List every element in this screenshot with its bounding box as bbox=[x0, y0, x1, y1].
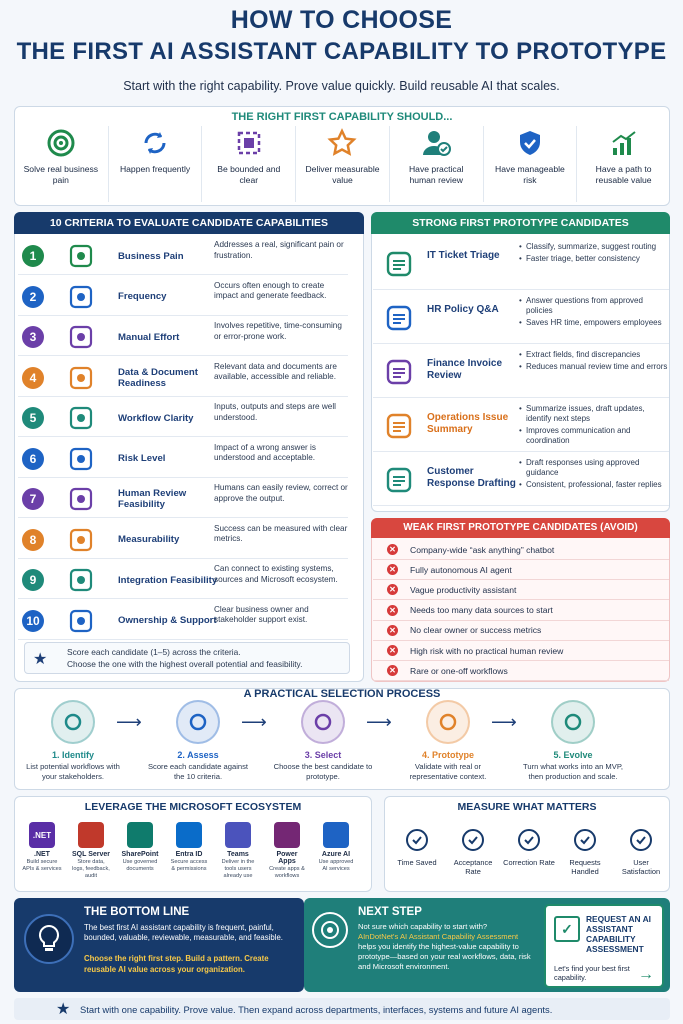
should-item-label: Have practical human review bbox=[408, 164, 464, 185]
ecosystem-description: Secure access & permissions bbox=[170, 859, 208, 872]
ecosystem-logo-icon bbox=[78, 822, 104, 848]
arrow-right-icon: → bbox=[638, 966, 654, 983]
x-circle-icon: ✕ bbox=[387, 605, 398, 616]
candidate-point: • Extract fields, find discrepancies bbox=[519, 350, 669, 360]
ecosystem-item bbox=[218, 822, 258, 880]
measure-label: Requests Handled bbox=[569, 858, 601, 876]
criteria-icon bbox=[68, 608, 94, 634]
weak-candidate-row bbox=[373, 540, 669, 560]
criteria-description: Occurs often enough to create impact and generate feedback. bbox=[214, 280, 327, 300]
measure-label: Acceptance Rate bbox=[453, 858, 493, 876]
candidate-point: • Reduces manual review time and errors bbox=[519, 362, 669, 372]
ecosystem-label: .NET bbox=[34, 851, 50, 858]
candidate-name: IT Ticket Triage bbox=[427, 250, 500, 261]
criteria-icon bbox=[68, 365, 94, 391]
ecosystem-item bbox=[316, 822, 356, 873]
criteria-icon bbox=[68, 243, 94, 269]
measure-label: Time Saved bbox=[397, 858, 437, 867]
x-circle-icon: ✕ bbox=[387, 544, 398, 555]
page-subtitle: Start with the right capability. Prove value quickly. Build reusable AI that scales. bbox=[123, 79, 560, 93]
process-step-title: 3. Select bbox=[304, 750, 342, 760]
shield-icon bbox=[484, 126, 577, 160]
ecosystem-heading: LEVERAGE THE MICROSOFT ECOSYSTEM bbox=[84, 801, 302, 813]
process-step bbox=[518, 700, 628, 781]
ecosystem-label: Entra ID bbox=[175, 851, 203, 858]
bottom-line-highlight: Choose the right first step. Build a pattern. Create reusable AI value across your organization. bbox=[84, 954, 269, 974]
weak-candidate-label: Rare or one-off workflows bbox=[410, 665, 508, 676]
x-circle-icon: ✕ bbox=[387, 665, 398, 676]
criteria-description: Impact of a wrong answer is understood and acceptable. bbox=[214, 442, 316, 462]
process-step-title: 4. Prototype bbox=[421, 750, 474, 760]
operations-gear-icon bbox=[383, 410, 415, 442]
criteria-name: Data & Document Readiness bbox=[118, 366, 198, 389]
people-book-icon bbox=[383, 302, 415, 334]
criteria-icon bbox=[68, 324, 94, 350]
measure-label: User Satisfaction bbox=[621, 858, 661, 876]
headset-icon bbox=[383, 248, 415, 280]
ecosystem-description: Build secure APIs & services bbox=[22, 859, 62, 872]
refresh-icon bbox=[109, 126, 202, 160]
target-icon bbox=[312, 912, 348, 948]
bar-chart-icon bbox=[558, 826, 612, 854]
strong-candidate-row bbox=[373, 454, 669, 506]
score-note-line-2: Choose the one with the highest overall potential and feasibility. bbox=[67, 659, 303, 669]
ecosystem-logo-icon bbox=[176, 822, 202, 848]
calendar-check-icon: ✓ bbox=[554, 916, 580, 942]
criteria-icon bbox=[68, 527, 94, 553]
criteria-name: Frequency bbox=[118, 291, 167, 302]
measure-item bbox=[446, 826, 500, 876]
users-icon bbox=[614, 826, 668, 854]
request-assessment-button[interactable] bbox=[544, 904, 664, 988]
page-title-2: THE FIRST AI ASSISTANT CAPABILITY TO PROTOTYPE bbox=[16, 38, 667, 65]
cta-subtext: Let's find your best first capability. bbox=[554, 964, 630, 982]
invoice-icon bbox=[383, 356, 415, 388]
pencil-icon bbox=[502, 826, 556, 854]
criteria-name: Human Review Feasibility bbox=[118, 488, 187, 510]
ecosystem-label: SharePoint bbox=[121, 851, 159, 858]
process-step bbox=[393, 700, 503, 781]
should-item-label: Solve real business pain bbox=[23, 164, 99, 185]
process-step-description: Score each candidate against the 10 criteria. bbox=[147, 762, 249, 781]
criteria-number: 4 bbox=[22, 367, 44, 389]
arrow-right-icon: ⟶ bbox=[116, 712, 142, 732]
candidate-point: • Summarize issues, draft updates, identify next steps bbox=[519, 404, 669, 424]
criteria-number: 9 bbox=[22, 569, 44, 591]
should-item-label: Deliver measurable value bbox=[305, 164, 380, 185]
candidate-name: Customer Response Drafting bbox=[427, 466, 516, 489]
candidate-name: HR Policy Q&A bbox=[427, 304, 499, 315]
criteria-description: Can connect to existing systems, sources and Microsoft ecosystem. bbox=[214, 564, 338, 584]
x-circle-icon: ✕ bbox=[387, 584, 398, 595]
clock-icon bbox=[390, 826, 444, 854]
strong-candidate-row bbox=[373, 346, 669, 398]
next-step-text bbox=[358, 922, 538, 972]
ecosystem-label: Azure AI bbox=[321, 851, 351, 858]
process-step-icon bbox=[301, 700, 345, 744]
weak-candidate-row bbox=[373, 560, 669, 580]
candidate-point: • Answer questions from approved policies bbox=[519, 296, 669, 316]
criteria-name: Measurability bbox=[118, 534, 180, 545]
process-step-title: 1. Identify bbox=[51, 750, 94, 760]
weak-candidate-label: Vague productivity assistant bbox=[410, 584, 517, 595]
criteria-row bbox=[18, 521, 348, 559]
next-step-description: helps you identify the highest-value capability to prototype—based on your real workflows, data, risk and Microsoft environment. bbox=[358, 942, 531, 971]
ecosystem-label: SQL Server bbox=[71, 851, 110, 858]
should-item bbox=[14, 126, 108, 202]
process-step-title: 2. Assess bbox=[177, 750, 219, 760]
candidate-point: • Faster triage, better consistency bbox=[519, 254, 669, 264]
criteria-icon bbox=[68, 567, 94, 593]
measure-item bbox=[390, 826, 444, 867]
process-step bbox=[143, 700, 253, 781]
candidate-point: • Draft responses using approved guidance bbox=[519, 458, 669, 478]
candidate-point: • Saves HR time, empowers employees bbox=[519, 318, 669, 328]
criteria-name: Risk Level bbox=[118, 453, 166, 464]
criteria-description: Relevant data and documents are available, accessible and reliable. bbox=[214, 361, 337, 381]
weak-heading: WEAK FIRST PROTOTYPE CANDIDATES (AVOID) bbox=[371, 518, 670, 538]
footer-text: Start with one capability. Prove value. Then expand across departments, interfaces, systems and future AI agents. bbox=[80, 1004, 553, 1015]
process-step bbox=[268, 700, 378, 781]
lightbulb-icon bbox=[24, 914, 74, 964]
ecosystem-item bbox=[71, 822, 111, 880]
criteria-icon bbox=[68, 486, 94, 512]
strong-candidate-row bbox=[373, 238, 669, 290]
criteria-heading: 10 CRITERIA TO EVALUATE CANDIDATE CAPABILITIES bbox=[14, 212, 364, 234]
page-title: HOW TO CHOOSE bbox=[230, 6, 453, 34]
strong-candidate-row bbox=[373, 292, 669, 344]
strong-candidate-row bbox=[373, 400, 669, 452]
should-item bbox=[576, 126, 670, 202]
strong-heading: STRONG FIRST PROTOTYPE CANDIDATES bbox=[371, 212, 670, 234]
star-icon: ★ bbox=[33, 651, 48, 668]
criteria-name: Integration Feasibility bbox=[118, 574, 218, 586]
should-item bbox=[389, 126, 483, 202]
criteria-description: Humans can easily review, correct or approve the output. bbox=[214, 483, 348, 503]
weak-candidate-row bbox=[373, 580, 669, 600]
ecosystem-description: Use approved AI services bbox=[318, 859, 354, 872]
ecosystem-label: Teams bbox=[227, 851, 249, 858]
star-icon bbox=[296, 126, 389, 160]
weak-candidate-label: No clear owner or success metrics bbox=[410, 625, 542, 636]
process-step-description: Choose the best candidate to prototype. bbox=[273, 762, 373, 781]
process-step-description: Turn what works into an MVP, then production and scale. bbox=[522, 762, 624, 781]
ecosystem-logo-icon bbox=[225, 822, 251, 848]
criteria-icon bbox=[68, 446, 94, 472]
candidate-point: • Classify, summarize, suggest routing bbox=[519, 242, 669, 252]
ecosystem-logo-icon bbox=[274, 822, 300, 848]
bottom-line-text: The best first AI assistant capability is frequent, painful, bounded, valuable, reviewable, measurable, and feasible. bbox=[84, 923, 283, 942]
criteria-icon bbox=[68, 405, 94, 431]
criteria-row bbox=[18, 561, 348, 599]
criteria-number: 7 bbox=[22, 488, 44, 510]
criteria-description: Success can be measured with clear metrics. bbox=[214, 523, 348, 543]
next-step-heading: NEXT STEP bbox=[358, 906, 422, 918]
candidate-name: Finance Invoice Review bbox=[427, 358, 503, 381]
check-circle-icon bbox=[446, 826, 500, 854]
should-item bbox=[483, 126, 577, 202]
criteria-row bbox=[18, 440, 348, 478]
arrow-right-icon: ⟶ bbox=[366, 712, 392, 732]
process-step-title: 5. Evolve bbox=[553, 750, 593, 760]
ecosystem-logo-icon bbox=[127, 822, 153, 848]
measure-item bbox=[558, 826, 612, 876]
weak-candidate-row bbox=[373, 641, 669, 661]
star-icon: ★ bbox=[56, 1001, 71, 1018]
process-step-icon bbox=[176, 700, 220, 744]
process-step-description: Validate with real or representative context. bbox=[409, 762, 487, 781]
criteria-description: Clear business owner and stakeholder support exist. bbox=[214, 604, 309, 624]
criteria-number: 3 bbox=[22, 326, 44, 348]
process-step-description: List potential workflows with your stakeholders. bbox=[26, 762, 120, 781]
user-check-icon bbox=[390, 126, 483, 160]
x-circle-icon: ✕ bbox=[387, 645, 398, 656]
candidate-point: • Consistent, professional, faster replies bbox=[519, 480, 669, 490]
bottom-line-heading: THE BOTTOM LINE bbox=[84, 906, 190, 918]
criteria-number: 5 bbox=[22, 407, 44, 429]
ecosystem-item bbox=[22, 822, 62, 873]
criteria-name: Manual Effort bbox=[118, 331, 180, 343]
ecosystem-logo-icon bbox=[323, 822, 349, 848]
criteria-number: 1 bbox=[22, 245, 44, 267]
should-item-label: Happen frequently bbox=[119, 164, 191, 174]
cta-title: REQUEST AN AI ASSISTANT CAPABILITY ASSESSMENT bbox=[586, 914, 651, 954]
should-item bbox=[201, 126, 295, 202]
weak-candidate-label: Needs too many data sources to start bbox=[410, 605, 553, 616]
weak-candidate-label: High risk with no practical human review bbox=[410, 645, 564, 656]
measure-label: Correction Rate bbox=[503, 858, 555, 867]
assessment-link[interactable]: AInDotNet's AI Assistant Capability Assessment bbox=[358, 932, 519, 941]
criteria-name: Business Pain bbox=[118, 250, 184, 262]
weak-candidate-label: Fully autonomous AI agent bbox=[410, 564, 512, 575]
criteria-description: Inputs, outputs and steps are well understood. bbox=[214, 402, 336, 422]
should-item-label: Be bounded and clear bbox=[217, 164, 281, 185]
criteria-row bbox=[18, 359, 348, 397]
bounded-box-icon bbox=[202, 126, 295, 160]
criteria-row bbox=[18, 237, 348, 275]
process-heading: A PRACTICAL SELECTION PROCESS bbox=[243, 688, 441, 700]
should-item bbox=[295, 126, 389, 202]
score-note-line-1: Score each candidate (1–5) across the criteria. bbox=[67, 647, 241, 657]
weak-candidate-row bbox=[373, 601, 669, 621]
criteria-description: Involves repetitive, time-consuming or error-prone work. bbox=[214, 321, 342, 341]
should-heading: THE RIGHT FIRST CAPABILITY SHOULD... bbox=[231, 111, 453, 123]
candidate-point: • Improves communication and coordination bbox=[519, 426, 669, 446]
should-item-label: Have a path to reusable value bbox=[595, 164, 652, 185]
ecosystem-item bbox=[169, 822, 209, 873]
ecosystem-description: Deliver in the tools users already use bbox=[221, 859, 255, 879]
arrow-right-icon: ⟶ bbox=[491, 712, 517, 732]
measure-item bbox=[502, 826, 556, 867]
process-step-icon bbox=[51, 700, 95, 744]
target-icon bbox=[14, 126, 108, 160]
x-circle-icon: ✕ bbox=[387, 625, 398, 636]
criteria-number: 10 bbox=[22, 610, 44, 632]
criteria-row bbox=[18, 602, 348, 640]
score-note bbox=[24, 642, 350, 674]
growth-chart-icon bbox=[577, 126, 670, 160]
weak-candidate-label: Company-wide “ask anything” chatbot bbox=[410, 544, 555, 555]
edit-document-icon bbox=[383, 464, 415, 496]
criteria-number: 2 bbox=[22, 286, 44, 308]
criteria-name: Workflow Clarity bbox=[118, 412, 194, 424]
should-item bbox=[108, 126, 202, 202]
criteria-row bbox=[18, 278, 348, 316]
arrow-right-icon: ⟶ bbox=[241, 712, 267, 732]
next-step-question: Not sure which capability to start with? bbox=[358, 922, 488, 931]
process-step-icon bbox=[551, 700, 595, 744]
criteria-row bbox=[18, 399, 348, 437]
criteria-row bbox=[18, 318, 348, 356]
weak-candidate-row bbox=[373, 661, 669, 681]
ecosystem-item bbox=[120, 822, 160, 873]
criteria-name: Ownership & Support bbox=[118, 615, 217, 626]
ecosystem-description: Store data, logs, feedback, audit bbox=[72, 859, 110, 879]
should-item-label: Have manageable risk bbox=[495, 164, 565, 185]
criteria-number: 6 bbox=[22, 448, 44, 470]
criteria-description: Addresses a real, significant pain or frustration. bbox=[214, 240, 344, 260]
x-circle-icon: ✕ bbox=[387, 564, 398, 575]
ecosystem-description: Create apps & workflows bbox=[269, 866, 305, 879]
process-step bbox=[18, 700, 128, 781]
measure-item bbox=[614, 826, 668, 876]
criteria-row bbox=[18, 480, 348, 518]
process-step-icon bbox=[426, 700, 470, 744]
candidate-name: Operations Issue Summary bbox=[427, 412, 509, 435]
criteria-icon bbox=[68, 284, 94, 310]
ecosystem-logo-icon: .NET bbox=[29, 822, 55, 848]
ecosystem-label: Power Apps bbox=[276, 851, 298, 865]
weak-candidate-row bbox=[373, 621, 669, 641]
criteria-number: 8 bbox=[22, 529, 44, 551]
ecosystem-description: Use governed documents bbox=[122, 859, 158, 872]
ecosystem-item bbox=[267, 822, 307, 880]
measure-heading: MEASURE WHAT MATTERS bbox=[457, 801, 597, 813]
